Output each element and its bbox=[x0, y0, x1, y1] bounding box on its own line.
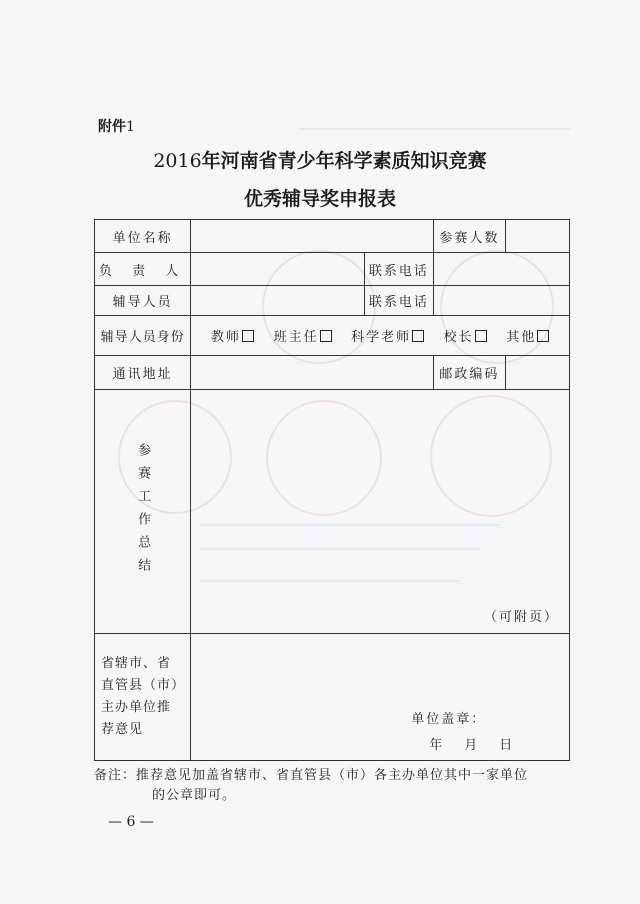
option-principal[interactable] bbox=[444, 326, 487, 345]
tutor-identity-options bbox=[191, 316, 570, 356]
checkbox-head-teacher[interactable] bbox=[320, 330, 332, 342]
unit-name-label: 单位名称 bbox=[95, 220, 191, 253]
checkbox-teacher[interactable] bbox=[242, 330, 254, 342]
checkbox-other[interactable] bbox=[537, 330, 549, 342]
address-label: 通讯地址 bbox=[95, 356, 191, 390]
remark-line2: 的公章即可。 bbox=[152, 788, 237, 803]
attachment-number: 1 bbox=[126, 119, 135, 135]
date-month: 月 bbox=[464, 738, 478, 753]
option-science-teacher[interactable] bbox=[351, 326, 424, 345]
tutor-field[interactable] bbox=[191, 286, 365, 316]
participants-field[interactable] bbox=[505, 220, 569, 253]
unit-stamp-label: 单位盖章： bbox=[411, 712, 487, 727]
summary-label-cell bbox=[95, 390, 191, 634]
option-head-teacher[interactable] bbox=[274, 326, 332, 345]
checkbox-principal[interactable] bbox=[475, 330, 487, 342]
participants-label: 参赛人数 bbox=[433, 220, 505, 253]
date-day: 日 bbox=[499, 738, 513, 753]
title-line1-text: 年河南省青少年科学素质知识竞赛 bbox=[201, 150, 487, 172]
contact-phone-field-2[interactable] bbox=[433, 286, 569, 316]
attachment-text: 附件 bbox=[98, 119, 126, 135]
contact-phone-label-1: 联系电话 bbox=[364, 253, 433, 286]
option-principal-label: 校长 bbox=[443, 330, 474, 345]
page-number: — 6 — bbox=[108, 814, 154, 830]
recommendation-label-line: 省辖市、省 bbox=[101, 656, 172, 671]
postcode-label: 邮政编码 bbox=[433, 356, 505, 390]
application-form-table bbox=[94, 219, 570, 761]
recommendation-label-line: 主办单位推 bbox=[101, 700, 172, 715]
contact-phone-label-2: 联系电话 bbox=[364, 286, 433, 316]
tutor-label: 辅导人员 bbox=[95, 286, 191, 316]
attachment-label bbox=[98, 116, 135, 136]
option-head-teacher-label: 班主任 bbox=[273, 330, 319, 345]
summary-label: 参赛工作总结 bbox=[135, 442, 151, 581]
bleed-text-line bbox=[300, 128, 570, 130]
document-title-line2: 优秀辅导奖申报表 bbox=[243, 188, 396, 210]
option-teacher-label: 教师 bbox=[211, 330, 242, 345]
postcode-field[interactable] bbox=[505, 356, 569, 390]
recommendation-label-line: 直管县（市） bbox=[101, 678, 186, 693]
tutor-identity-label: 辅导人员身份 bbox=[95, 316, 191, 356]
contact-phone-field-1[interactable] bbox=[433, 253, 569, 286]
option-other[interactable] bbox=[506, 326, 549, 345]
person-in-charge-field[interactable] bbox=[191, 253, 365, 286]
person-in-charge-label: 负 责 人 bbox=[95, 253, 191, 286]
summary-attach-note: （可附页） bbox=[483, 610, 559, 625]
option-science-teacher-label: 科学老师 bbox=[351, 330, 412, 345]
checkbox-science-teacher[interactable] bbox=[412, 330, 424, 342]
option-teacher[interactable] bbox=[211, 326, 254, 345]
recommendation-label bbox=[95, 634, 191, 761]
document-title-line1 bbox=[0, 146, 640, 173]
unit-name-field[interactable] bbox=[191, 220, 434, 253]
remark-note bbox=[94, 766, 574, 806]
recommendation-label-line: 荐意见 bbox=[101, 722, 144, 737]
date-line bbox=[429, 734, 534, 753]
recommendation-field[interactable] bbox=[191, 634, 570, 761]
address-field[interactable] bbox=[191, 356, 434, 390]
summary-field[interactable] bbox=[191, 390, 570, 634]
date-year: 年 bbox=[429, 738, 443, 753]
remark-line1: 备注：推荐意见加盖省辖市、省直管县（市）各主办单位其中一家单位 bbox=[94, 768, 529, 783]
option-other-label: 其他 bbox=[506, 330, 537, 345]
title-year: 2016 bbox=[153, 150, 202, 172]
